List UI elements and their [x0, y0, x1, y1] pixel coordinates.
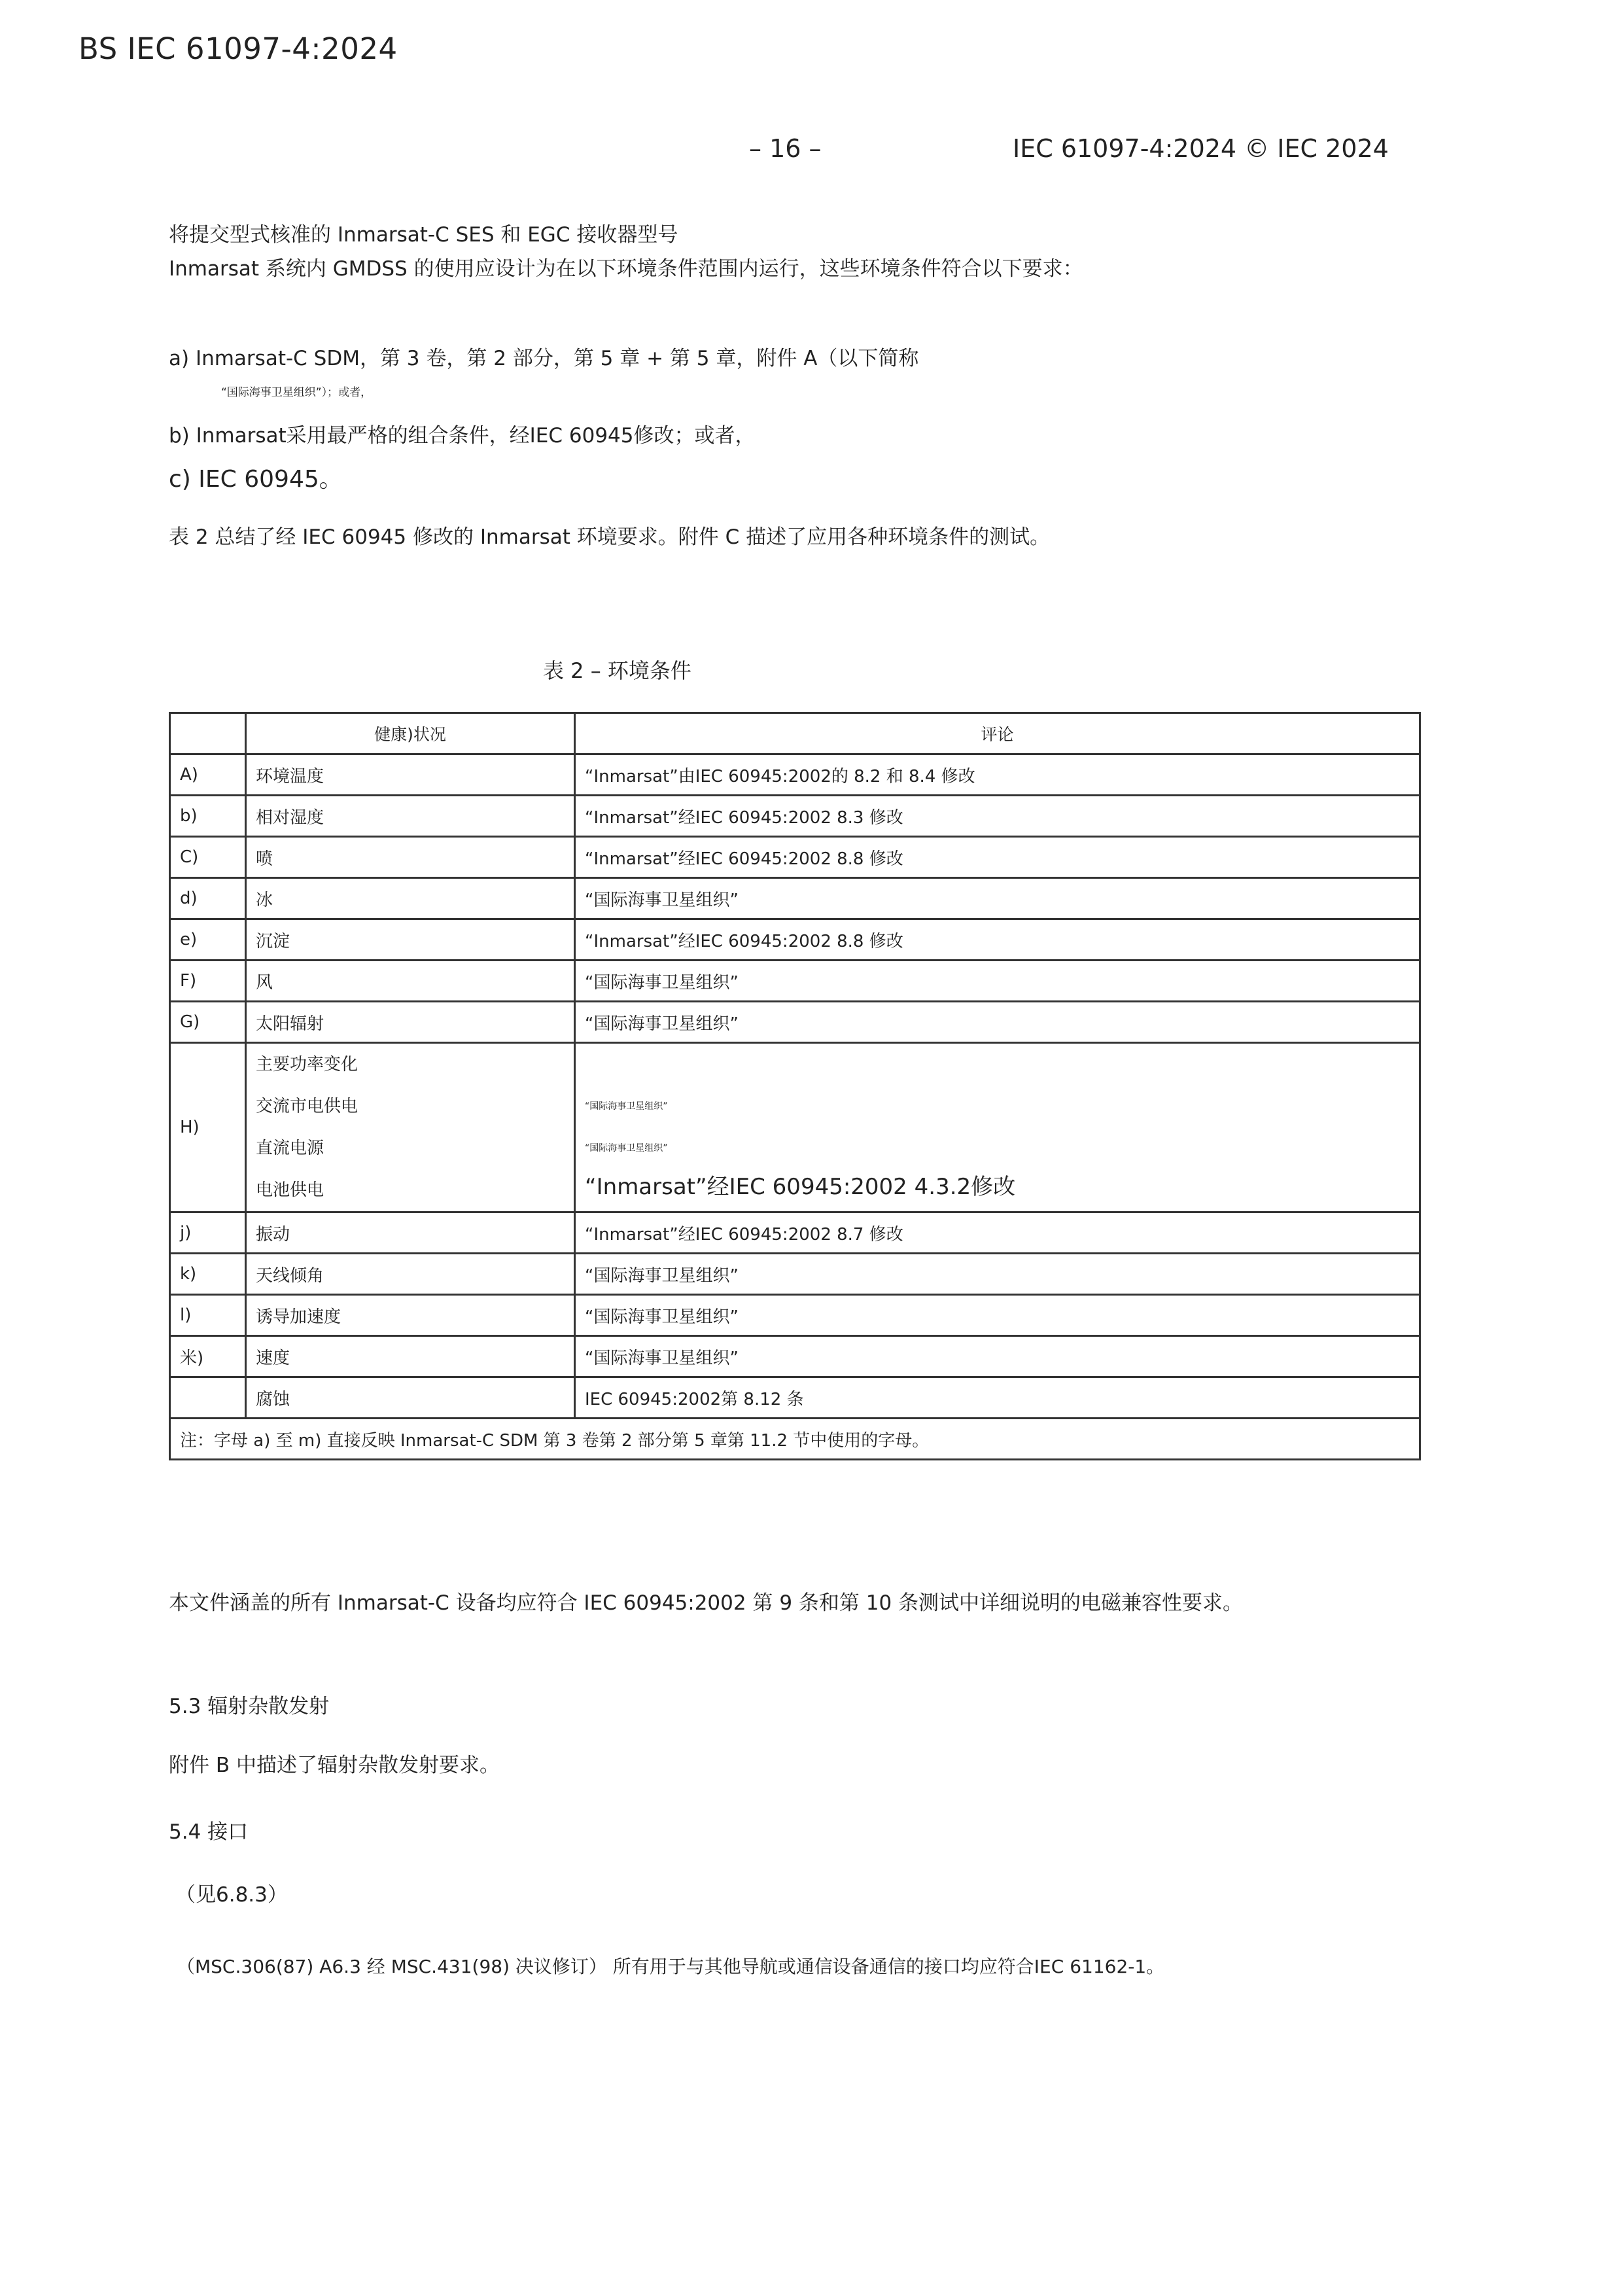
row-comment: “Inmarsat”经IEC 60945:2002 8.3 修改: [575, 796, 1420, 837]
row-condition: 太阳辐射: [246, 1002, 575, 1043]
section-5-3-title: 5.3 辐射杂散发射: [169, 1695, 330, 1718]
power-battery-comment: “Inmarsat”经IEC 60945:2002 4.3.2修改: [585, 1174, 1016, 1200]
row-comment: “Inmarsat”经IEC 60945:2002 8.8 修改: [575, 837, 1420, 878]
row-condition-power: [246, 1043, 575, 1212]
row-letter: k): [170, 1254, 246, 1295]
row-comment: “国际海事卫星组织”: [575, 961, 1420, 1002]
summary-paragraph: 表 2 总结了经 IEC 60945 修改的 Inmarsat 环境要求。附件 C 描述了应用各种环境条件的测试。: [169, 525, 1051, 549]
section-5-3-text: 附件 B 中描述了辐射杂散发射要求。: [169, 1754, 500, 1777]
row-condition: 速度: [246, 1336, 575, 1377]
table-row: [170, 1212, 1420, 1254]
section-5-4-title: 5.4 接口: [169, 1820, 249, 1844]
row-condition: 喷: [246, 837, 575, 878]
item-b: b) Inmarsat采用最严格的组合条件，经IEC 60945修改；或者，: [169, 424, 756, 448]
power-title-comment: [585, 1044, 1410, 1086]
row-comment: “国际海事卫星组织”: [575, 1295, 1420, 1336]
row-letter: [170, 1377, 246, 1419]
table-row: [170, 919, 1420, 961]
row-condition: 天线倾角: [246, 1254, 575, 1295]
row-letter: 米): [170, 1336, 246, 1377]
row-comment: “Inmarsat”经IEC 60945:2002 8.7 修改: [575, 1212, 1420, 1254]
power-title: 主要功率变化: [256, 1055, 358, 1074]
intro-line-2: Inmarsat 系统内 GMDSS 的使用应设计为在以下环境条件范围内运行，这些环境条件符合以下要求：: [169, 257, 1083, 281]
environmental-conditions-table: [169, 712, 1421, 1460]
table-note: 注：字母 a) 至 m) 直接反映 Inmarsat-C SDM 第 3 卷第 2 部分第 5 章第 11.2 节中使用的字母。: [170, 1419, 1420, 1460]
page-number: – 16 –: [749, 134, 822, 163]
row-condition: 振动: [246, 1212, 575, 1254]
copyright-line: IEC 61097-4:2024 © IEC 2024: [1013, 134, 1389, 163]
table-row: [170, 1336, 1420, 1377]
row-comment: “国际海事卫星组织”: [575, 1002, 1420, 1043]
row-comment: IEC 60945:2002第 8.12 条: [575, 1377, 1420, 1419]
table-row: [170, 1254, 1420, 1295]
row-condition: 诱导加速度: [246, 1295, 575, 1336]
row-condition: 相对湿度: [246, 796, 575, 837]
row-letter: l): [170, 1295, 246, 1336]
row-letter: A): [170, 754, 246, 796]
header-condition: 健康)状况: [246, 713, 575, 754]
row-letter: j): [170, 1212, 246, 1254]
header-letter-cell: [170, 713, 246, 754]
row-letter: d): [170, 878, 246, 919]
intro-line-1: 将提交型式核准的 Inmarsat-C SES 和 EGC 接收器型号: [169, 223, 678, 247]
table-row: [170, 837, 1420, 878]
row-letter: e): [170, 919, 246, 961]
item-a-continuation: “国际海事卫星组织”）；或者，: [221, 386, 372, 399]
table-header-row: [170, 713, 1420, 754]
row-condition: 腐蚀: [246, 1377, 575, 1419]
power-dc-comment: “国际海事卫星组织”: [585, 1143, 668, 1154]
row-condition: 冰: [246, 878, 575, 919]
power-dc: 直流电源: [256, 1139, 324, 1158]
table-row: [170, 796, 1420, 837]
row-condition: 风: [246, 961, 575, 1002]
table-row-power: [170, 1043, 1420, 1212]
row-comment: “国际海事卫星组织”: [575, 1336, 1420, 1377]
row-letter: b): [170, 796, 246, 837]
row-condition: 环境温度: [246, 754, 575, 796]
power-battery: 电池供电: [256, 1180, 324, 1200]
row-letter: G): [170, 1002, 246, 1043]
table-note-row: [170, 1419, 1420, 1460]
row-comment: “国际海事卫星组织”: [575, 878, 1420, 919]
row-comment-power: [575, 1043, 1420, 1212]
row-condition: 沉淀: [246, 919, 575, 961]
emc-paragraph: 本文件涵盖的所有 Inmarsat-C 设备均应符合 IEC 60945:2002 第 9 条和第 10 条测试中详细说明的电磁兼容性要求。: [169, 1591, 1244, 1615]
table-row: [170, 1377, 1420, 1419]
section-5-4-text: （MSC.306(87) A6.3 经 MSC.431(98) 决议修订） 所有用于与其他导航或通信设备通信的接口均应符合IEC 61162-1。: [177, 1956, 1165, 1977]
row-letter: H): [170, 1043, 246, 1212]
row-comment: “Inmarsat”由IEC 60945:2002的 8.2 和 8.4 修改: [575, 754, 1420, 796]
item-c: c) IEC 60945。: [169, 466, 343, 493]
header-comment: 评论: [575, 713, 1420, 754]
standard-code: BS IEC 61097-4:2024: [79, 31, 398, 66]
row-comment: “Inmarsat”经IEC 60945:2002 8.8 修改: [575, 919, 1420, 961]
power-ac: 交流市电供电: [256, 1097, 358, 1116]
table-row: [170, 754, 1420, 796]
table-row: [170, 961, 1420, 1002]
section-5-4-reference: （见6.8.3）: [175, 1883, 288, 1907]
table-caption: 表 2 – 环境条件: [543, 658, 691, 683]
item-a: a) Inmarsat-C SDM，第 3 卷，第 2 部分，第 5 章 + 第 5 章，附件 A（以下简称: [169, 347, 919, 370]
table-row: [170, 878, 1420, 919]
row-comment: “国际海事卫星组织”: [575, 1254, 1420, 1295]
row-letter: C): [170, 837, 246, 878]
power-ac-comment: “国际海事卫星组织”: [585, 1101, 668, 1112]
row-letter: F): [170, 961, 246, 1002]
table-row: [170, 1295, 1420, 1336]
table-row: [170, 1002, 1420, 1043]
